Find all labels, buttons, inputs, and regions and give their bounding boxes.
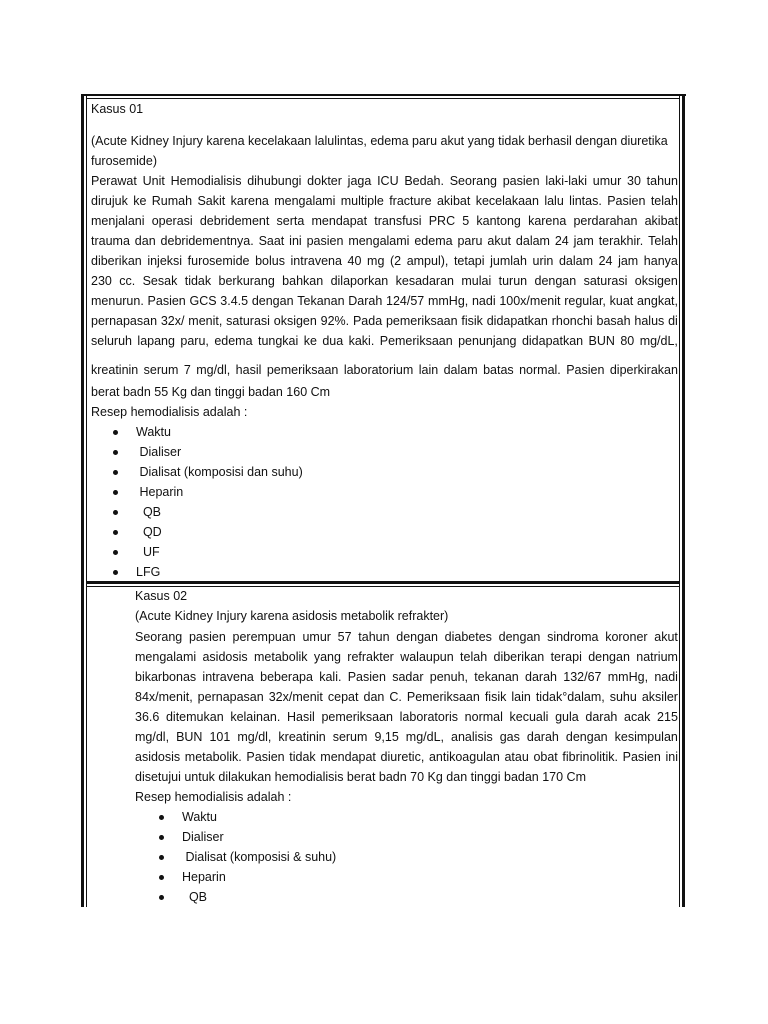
table-border-left-inner (86, 95, 87, 907)
bullet-icon (113, 550, 118, 555)
bullet-icon (113, 490, 118, 495)
table-border-right (682, 95, 685, 907)
bullet-icon (113, 570, 118, 575)
bullet-icon (159, 855, 164, 860)
case2-subtitle: (Acute Kidney Injury karena asidosis metabolik refrakter) (135, 609, 449, 623)
resep-item: Dialiser (136, 445, 182, 459)
resep-item: Heparin (136, 485, 184, 499)
bullet-icon (113, 470, 118, 475)
resep-item: UF (136, 545, 160, 559)
paragraph-line: dirujuk ke Rumah Sakit karena mengalami multiple fracture akibat kecelakaan lalu lintas. Pasien telah (91, 194, 678, 208)
paragraph-line: menjalani operasi debridement serta mendapat transfusi PRC 5 kantong karena perdarahan akibat (91, 214, 678, 228)
case2-title: Kasus 02 (135, 589, 188, 603)
case2-resep-label: Resep hemodialisis adalah : (135, 790, 292, 804)
bullet-icon (113, 450, 118, 455)
bullet-icon (159, 875, 164, 880)
paragraph-line: menurun. Pasien GCS 3.4.5 dengan Tekanan Darah 124/57 mmHg, nadi 100x/menit regular, kuat angkat, (91, 294, 678, 308)
bullet-icon (113, 530, 118, 535)
case1-subtitle-line2: furosemide) (91, 154, 157, 168)
paragraph-line: diberikan injeksi furosemide bolus intravena 40 mg (2 ampul), tetapi jumlah urin dalam 24 jam hanya (91, 254, 678, 268)
bullet-icon (159, 895, 164, 900)
row-separator-inner (86, 586, 680, 587)
resep-item: LFG (136, 565, 161, 579)
paragraph-line: mengalami asidosis metabolik yang refrakter walaupun telah diberikan terapi dengan natrium (135, 650, 678, 664)
resep-item: Waktu (182, 810, 217, 824)
table-border-top (81, 94, 686, 96)
case1-title: Kasus 01 (91, 102, 144, 116)
paragraph-line: bikarbonas intravena beberapa kali. Pasien sadar penuh, tekanan darah 132/67 mmHg, nadi (135, 670, 678, 684)
resep-item: QD (136, 525, 162, 539)
bullet-icon (113, 430, 118, 435)
resep-item: Heparin (182, 870, 226, 884)
paragraph-line: mg/dl, BUN 101 mg/dl, kreatinin serum 9,15 mg/dL, analisis gas darah dengan kesimpulan (135, 730, 678, 744)
row-separator (86, 581, 680, 584)
paragraph-line: 230 cc. Sesak tidak berkurang bahkan dilaporkan kesadaran mulai turun dengan saturasi oksigen (91, 274, 678, 288)
table-border-top-inner (86, 98, 680, 99)
paragraph-line-last: berat badn 55 Kg dan tinggi badan 160 Cm (91, 385, 331, 399)
paragraph-line: kreatinin serum 7 mg/dl, hasil pemeriksaan laboratorium lain dalam batas normal. Pasien diperkirakan (91, 363, 678, 377)
case1-resep-label: Resep hemodialisis adalah : (91, 405, 248, 419)
bullet-icon (113, 510, 118, 515)
paragraph-line: Perawat Unit Hemodialisis dihubungi dokter jaga ICU Bedah. Seorang pasien laki-laki umur 30 tahun (91, 174, 678, 188)
resep-item: Dialisat (komposisi dan suhu) (136, 465, 303, 479)
paragraph-line: 36.6 ditemukan kelainan. Hasil pemeriksaan laboratoris normal kecuali gula darah acak 215 (135, 710, 678, 724)
paragraph-line: asidosis metabolik. Pasien tidak mendapat diuretic, antikoagulan atau obat fibrinolitik. Pasien ini (135, 750, 678, 764)
bullet-icon (159, 835, 164, 840)
paragraph-line: seluruh lapang paru, edema tungkai ke dua kaki. Pemeriksaan penunjang didapatkan BUN 80 mg/dL, (91, 334, 678, 348)
table-border-left (81, 95, 84, 907)
case2-last-line: disetujui untuk dilakukan hemodialisis berat badn 70 Kg dan tinggi badan 170 Cm (135, 770, 586, 784)
paragraph-line: 84x/menit, pernapasan 32x/menit cepat dan C. Pemeriksaan fisik lain tidak°dalam, suhu aksiler (135, 690, 678, 704)
resep-item: Waktu (136, 425, 171, 439)
paragraph-line: trauma dan debridementnya. Saat ini pasien mengalami edema paru akut dalam 24 jam terakhir. Telah (91, 234, 678, 248)
paragraph-line: pernapasan 32x/ menit, saturasi oksigen 92%. Pada pemeriksaan fisik didapatkan rhonchi basah halus di (91, 314, 678, 328)
bullet-icon (159, 815, 164, 820)
case1-subtitle-line1: (Acute Kidney Injury karena kecelakaan lalulintas, edema paru akut yang tidak berhasil dengan diuretika (91, 134, 668, 148)
paragraph-line: Seorang pasien perempuan umur 57 tahun dengan diabetes dengan sindroma koroner akut (135, 630, 678, 644)
resep-item: Dialisat (komposisi & suhu) (182, 850, 337, 864)
resep-item: Dialiser (182, 830, 224, 844)
resep-item: QB (182, 890, 208, 904)
resep-item: QB (136, 505, 162, 519)
table-border-right-inner (679, 95, 680, 907)
